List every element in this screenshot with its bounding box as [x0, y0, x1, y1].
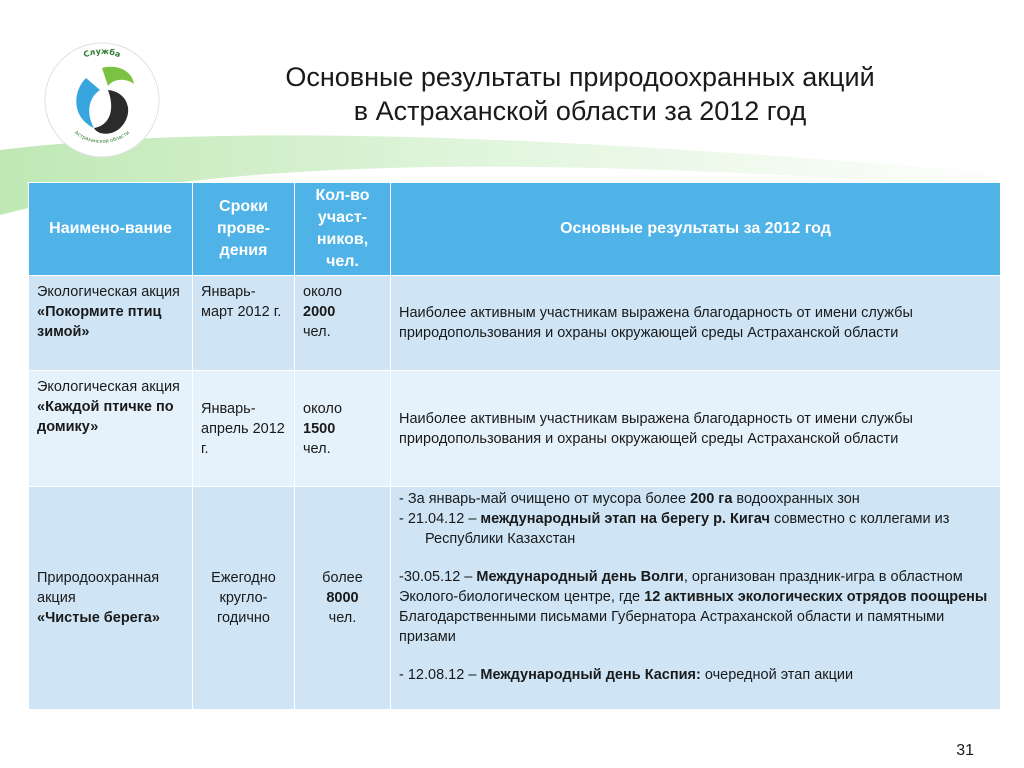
result-item: - 21.04.12 – международный этап на берегу р. Кигач совместно с коллегами из Республики Казахстан	[399, 511, 950, 547]
action-type: Природоохранная акция	[37, 570, 160, 606]
cell-period: Январь-апрель 2012 г.	[193, 371, 295, 487]
result-item: - За январь-май очищено от мусора более 200 га водоохранных зон	[399, 491, 860, 507]
cell-period: Ежегодно кругло-годично	[193, 487, 295, 710]
cell-name	[29, 276, 193, 371]
cell-name	[29, 371, 193, 487]
svg-text:Астраханской области: Астраханской области	[73, 129, 131, 145]
participants-value: 1500	[303, 420, 336, 437]
cell-participants	[295, 371, 391, 487]
participants-unit: чел.	[303, 324, 331, 340]
page-number: 31	[956, 742, 974, 759]
result-item: - 12.08.12 – Международный день Каспия: очередной этап акции	[399, 667, 854, 683]
header-period: Сроки прове-дения	[193, 183, 295, 276]
cell-participants	[295, 276, 391, 371]
title-line-2: в Астраханской области за 2012 год	[353, 96, 807, 126]
table-row	[29, 487, 1001, 710]
results-table	[28, 182, 1001, 710]
header-name: Наимено-вание	[29, 183, 193, 276]
action-title: «Чистые берега»	[37, 610, 160, 626]
table-row	[29, 276, 1001, 371]
participants-value: 2000	[303, 304, 336, 320]
title-line-1: Основные результаты природоохранных акций	[285, 62, 875, 92]
participants-prefix: около	[303, 284, 343, 300]
cell-participants	[295, 487, 391, 710]
action-title: «Каждой птичке по домику»	[37, 399, 174, 435]
cell-period: Январь-март 2012 г.	[193, 276, 295, 371]
participants-unit: чел.	[303, 440, 331, 457]
header-results: Основные результаты за 2012 год	[391, 183, 1001, 276]
header-participants: Кол-во участ-ников, чел.	[295, 183, 391, 276]
participants-unit: чел.	[328, 610, 357, 626]
action-type: Экологическая акция	[37, 379, 180, 395]
table-row	[29, 371, 1001, 487]
result-item: -30.05.12 – Международный день Волги, организован праздник-игра в областном Эколого-биологическом центре, где 12 активных экологических отрядов поощрены Благодарственными письмами Губернатора Астраханской области и памятными призами	[399, 569, 988, 645]
participants-value: 8000	[326, 590, 359, 606]
slide-title	[230, 60, 930, 128]
participants-prefix: около	[303, 400, 343, 417]
agency-logo	[42, 40, 162, 160]
cell-result	[391, 487, 1001, 710]
cell-result: Наиболее активным участникам выражена благодарность от имени службы природопользования и охраны окружающей среды Астраханской области	[391, 371, 1001, 487]
cell-result: Наиболее активным участникам выражена благодарность от имени службы природопользования и охраны окружающей среды Астраханской области	[391, 276, 1001, 371]
table-header-row	[29, 183, 1001, 276]
svg-text:Служба: Служба	[82, 46, 122, 60]
action-type: Экологическая акция	[37, 284, 180, 300]
action-title: «Покормите птиц зимой»	[37, 304, 162, 340]
cell-name	[29, 487, 193, 710]
participants-prefix: более	[322, 570, 363, 586]
